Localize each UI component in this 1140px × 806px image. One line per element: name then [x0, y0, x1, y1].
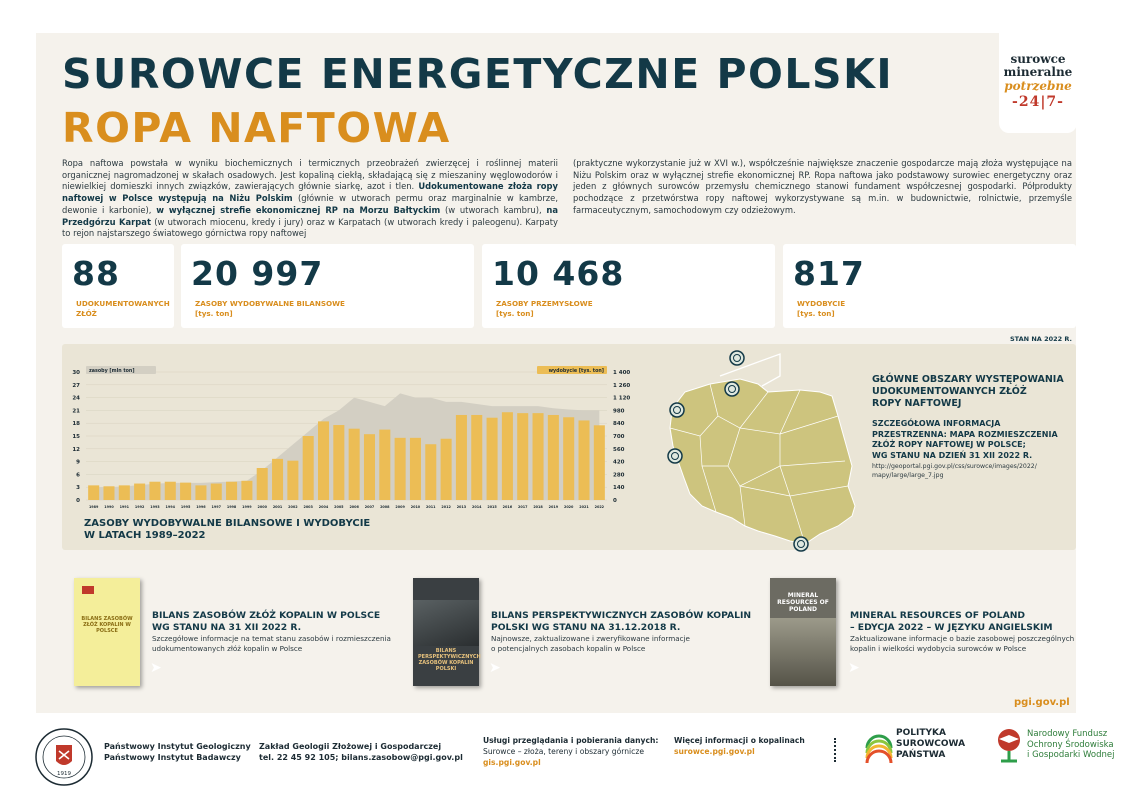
- production-bar: [287, 461, 298, 500]
- stat-industrial-reserves: [482, 244, 775, 328]
- y-left-tick-label: 24: [72, 395, 80, 402]
- footer-services: Usługi przeglądania i pobierania danych: Surowce – złoża, tereny i obszary górnicze gis.pgi.gov.pl: [483, 736, 659, 767]
- x-tick-label: 2003: [303, 505, 313, 509]
- stat-label: UDOKUMENTOWANYCH ZŁÓŻ: [76, 299, 170, 318]
- pgi-seal-logo: [34, 727, 94, 787]
- publication-2-desc: Najnowsze, zaktualizowane i zweryfikowane informacje o potencjalnych zasobach kopalin w Polsce: [491, 634, 690, 653]
- cover-title: BILANS ZASOBÓW ZŁÓŻ KOPALIN W POLSCE: [81, 616, 133, 634]
- x-tick-label: 2021: [579, 505, 589, 509]
- publication-2-title[interactable]: BILANS PERSPEKTYWICZNYCH ZASOBÓW KOPALIN POLSKI WG STANU NA 31.12.2018 R.: [491, 610, 752, 633]
- polityka-surowcowa-logo: [864, 726, 976, 766]
- production-bar: [333, 425, 344, 500]
- y-left-tick-label: 3: [76, 485, 80, 492]
- y-right-tick-label: 560: [613, 446, 625, 453]
- y-left-tick-label: 0: [76, 498, 80, 504]
- pgi-logo-icon: [82, 586, 94, 594]
- production-bar: [563, 417, 574, 500]
- production-bar: [594, 425, 605, 500]
- badge-line3: potrzebne: [1004, 79, 1072, 93]
- x-tick-label: 2014: [472, 505, 482, 509]
- y-left-tick-label: 27: [72, 382, 80, 389]
- cover-image: [770, 618, 836, 686]
- page-subtitle: ROPA NAFTOWA: [62, 104, 451, 152]
- production-bar: [226, 482, 237, 500]
- x-tick-label: 2007: [364, 505, 375, 509]
- seal-icon: [34, 727, 94, 787]
- x-tick-label: 2006: [349, 505, 359, 509]
- publication-3-desc: Zaktualizowane informacje o bazie zasobowej poszczególnych kopalin i wielkości wydobycia surowców w Polsce: [850, 634, 1075, 653]
- polityka-logo-text: POLITYKA SUROWCOWA PAŃSTWA: [896, 728, 966, 760]
- production-bar: [502, 412, 513, 500]
- production-bar: [517, 413, 528, 500]
- nfosigw-logo: [993, 727, 1115, 767]
- production-bar: [441, 439, 452, 500]
- poland-map-svg: [640, 346, 880, 568]
- production-bar: [395, 438, 406, 500]
- cover-image: [413, 600, 479, 646]
- legend-production-label: wydobycie [tys. ton]: [548, 369, 604, 374]
- production-bar: [379, 430, 390, 500]
- publication-cover-3[interactable]: [770, 578, 836, 686]
- x-tick-label: 1992: [134, 505, 145, 509]
- y-right-tick-label: 140: [613, 485, 625, 492]
- publication-3-title[interactable]: MINERAL RESOURCES OF POLAND – EDYCJA 2022 – W JĘZYKU ANGIELSKIM: [850, 610, 1053, 633]
- page-title: SUROWCE ENERGETYCZNE POLSKI: [62, 50, 894, 98]
- pointer-icon: ➤: [150, 660, 162, 676]
- x-tick-label: 1994: [165, 505, 175, 509]
- production-bar: [471, 415, 482, 500]
- x-tick-label: 2001: [272, 505, 283, 509]
- x-tick-label: 1999: [242, 505, 252, 509]
- x-tick-label: 2011: [426, 505, 436, 509]
- stat-value: 10 468: [492, 254, 625, 293]
- production-bar: [241, 481, 252, 500]
- x-tick-label: 1989: [88, 505, 99, 509]
- badge-line2: mineralne: [1003, 65, 1073, 79]
- y-left-tick-label: 18: [72, 421, 80, 428]
- intro-text-col1: Ropa naftowa powstała w wyniku biochemicznych i termicznych przeobrażeń zwierzęcej i roślinnej materii organicznej nagromadzonej w skałach osadowych. Jest kopaliną ciekłą, składającą się z mieszaniny węglowodorów i niewielkiej domieszki innych związków, zawierających głównie siarkę, azot i tlen. Udokumentowane złoża ropy naftowej w Polsce występują na Niżu Polskim (głównie w utworach permu oraz marginalnie w kambrze, dewonie i karbonie), w wyłącznej strefie ekonomicznej RP na Morzu Bałtyckim (w utworach kambru), na Przedgórzu Karpat (w utworach miocenu, kredy i jury) oraz w Karpatach (w utworach kredy i paleogenu). Karpaty to rejon najstarszego światowego górnictwa ropy naftowej: [62, 158, 559, 239]
- publication-cover-2[interactable]: [413, 578, 479, 686]
- production-bar: [257, 468, 268, 500]
- y-right-tick-label: 1 260: [613, 382, 631, 389]
- poland-country-shape: [670, 379, 855, 544]
- y-left-tick-label: 21: [72, 408, 80, 415]
- nfosigw-logo-icon: [993, 727, 1025, 765]
- stat-label: ZASOBY WYDOBYWALNE BILANSOWE [tys. ton]: [195, 299, 345, 318]
- production-bar: [349, 429, 360, 500]
- y-right-tick-label: 840: [613, 421, 625, 428]
- cover-title: BILANS PERSPEKTYWICZNYCH ZASOBÓW KOPALIN POLSKI: [418, 648, 481, 672]
- y-right-tick-label: 420: [613, 459, 625, 466]
- x-tick-label: 2020: [563, 505, 574, 509]
- x-tick-label: 2002: [288, 505, 298, 509]
- pgi-website-link[interactable]: pgi.gov.pl: [1014, 697, 1070, 708]
- y-left-tick-label: 6: [76, 472, 80, 479]
- x-tick-label: 2018: [533, 505, 543, 509]
- x-tick-label: 2013: [456, 505, 467, 509]
- y-right-tick-label: 1 400: [613, 370, 631, 376]
- cover-title: MINERAL RESOURCES OF POLAND: [777, 592, 829, 613]
- production-bar: [303, 436, 314, 500]
- production-bar: [88, 485, 99, 500]
- production-bar: [578, 420, 589, 500]
- stat-production: [783, 244, 1076, 328]
- y-left-tick-label: 30: [72, 370, 80, 376]
- x-tick-label: 1996: [196, 505, 206, 509]
- x-tick-label: 2000: [257, 505, 267, 509]
- x-tick-label: 1993: [150, 505, 160, 509]
- x-tick-label: 1995: [180, 505, 191, 509]
- x-tick-label: 2015: [487, 505, 497, 509]
- y-right-tick-label: 0: [613, 498, 617, 504]
- map-link[interactable]: http://geoportal.pgi.gov.pl/css/surowce/images/2022/ mapy/large/large_7.jpg: [872, 463, 1037, 479]
- pointer-icon: ➤: [489, 660, 501, 676]
- polityka-logo-icon: [864, 726, 894, 766]
- production-bar: [272, 459, 283, 500]
- x-tick-label: 2004: [318, 505, 329, 509]
- map-subtitle: SZCZEGÓŁOWA INFORMACJA PRZESTRZENNA: MAPA ROZMIESZCZENIA ZŁÓŻ ROPY NAFTOWEJ W POLSCE; WG STANU NA DZIEŃ 31 XII 2022 R.: [872, 419, 1058, 460]
- y-left-tick-label: 12: [72, 446, 80, 453]
- svg-text:1919: 1919: [57, 771, 71, 777]
- intro-text-col2: (praktyczne wykorzystanie już w XVI w.), współcześnie największe znaczenie gospodarcze mają złoża występujące na Niżu Polskim oraz w wyłącznej strefie ekonomicznej RP. Ropa naftowa jako podstawowy surowiec energetyczny oraz jeden z głównych surowców przemysłu chemicznego stanowi fundament współczesnej gospodarki. Półprodukty pochodzące z przetwórstwa ropy naftowej wykorzystywane są m.in. w budownictwie, rolnictwie, przemyśle farmaceutycznym, samochodowym czy odzieżowym.: [573, 158, 1072, 215]
- stat-deposits: [62, 244, 174, 328]
- x-tick-label: 1998: [226, 505, 237, 509]
- campaign-badge: [999, 33, 1077, 133]
- x-tick-label: 2009: [395, 505, 405, 509]
- production-bar: [195, 485, 206, 500]
- footer-more-info: Więcej informacji o kopalinach surowce.pgi.gov.pl: [674, 736, 805, 756]
- production-bar: [318, 421, 329, 500]
- y-left-tick-label: 9: [76, 459, 80, 466]
- x-tick-label: 2008: [380, 505, 390, 509]
- publication-1-title[interactable]: BILANS ZASOBÓW ZŁÓŻ KOPALIN W POLSCE WG STANU NA 31 XII 2022 R.: [152, 610, 381, 633]
- stat-value: 20 997: [191, 254, 324, 293]
- surowce-link[interactable]: surowce.pgi.gov.pl: [674, 747, 755, 756]
- x-tick-label: 1991: [119, 505, 130, 509]
- x-tick-label: 1990: [104, 505, 114, 509]
- production-bar: [456, 415, 467, 500]
- data-date-note: STAN NA 2022 R.: [1010, 335, 1073, 343]
- production-bar: [149, 482, 160, 500]
- badge-line1: surowce: [1010, 52, 1066, 66]
- y-right-tick-label: 1 120: [613, 395, 631, 402]
- map-title: GŁÓWNE OBSZARY WYSTĘPOWANIA UDOKUMENTOWANYCH ZŁÓŻ ROPY NAFTOWEJ: [872, 374, 1064, 409]
- footer-department: Zakład Geologii Złożowej i Gospodarczej tel. 22 45 92 105; bilans.zasobow@pgi.gov.pl: [259, 742, 463, 762]
- stat-recoverable-reserves: [181, 244, 474, 328]
- production-bar: [548, 415, 559, 500]
- gis-link[interactable]: gis.pgi.gov.pl: [483, 758, 541, 767]
- production-bar: [410, 438, 421, 500]
- footer-institute: Państwowy Instytut Geologiczny Państwowy Instytut Badawczy: [104, 742, 251, 762]
- publication-1-desc: Szczegółowe informacje na temat stanu zasobów i rozmieszczenia udokumentowanych złóż kopalin w Polsce: [152, 634, 391, 653]
- x-tick-label: 2005: [334, 505, 344, 509]
- x-tick-label: 2022: [594, 505, 605, 509]
- stat-value: 817: [793, 254, 865, 293]
- stat-label: WYDOBYCIE [tys. ton]: [797, 299, 846, 318]
- y-right-tick-label: 700: [613, 434, 625, 440]
- pointer-icon: ➤: [848, 660, 860, 676]
- stat-value: 88: [72, 254, 120, 293]
- x-tick-label: 2010: [410, 505, 421, 509]
- nfosigw-logo-text: Narodowy Fundusz Ochrony Środowiska i Gospodarki Wodnej: [1027, 729, 1115, 760]
- production-bar: [180, 483, 191, 500]
- x-tick-label: 2017: [518, 505, 528, 509]
- production-bar: [211, 484, 222, 500]
- x-tick-label: 2012: [441, 505, 451, 509]
- publication-cover-1[interactable]: [74, 578, 140, 686]
- legend-reserves-label: zasoby [mln ton]: [89, 369, 135, 374]
- footer-separator: [834, 738, 838, 762]
- production-bar: [134, 484, 145, 500]
- x-tick-label: 2019: [548, 505, 559, 509]
- chart-title: ZASOBY WYDOBYWALNE BILANSOWE I WYDOBYCIE W LATACH 1989–2022: [84, 518, 371, 541]
- x-tick-label: 1997: [211, 505, 221, 509]
- production-bar: [487, 418, 498, 500]
- production-bar: [103, 486, 114, 500]
- y-right-tick-label: 980: [613, 408, 625, 415]
- production-bar: [119, 485, 130, 500]
- stat-label: ZASOBY PRZEMYSŁOWE [tys. ton]: [496, 299, 593, 318]
- x-tick-label: 2016: [502, 505, 513, 509]
- badge-line4: -24|7-: [1012, 94, 1064, 110]
- y-right-tick-label: 280: [613, 472, 625, 479]
- poland-map: [640, 346, 880, 568]
- production-bar: [533, 413, 544, 500]
- production-bar: [165, 482, 176, 500]
- production-bar: [364, 434, 375, 500]
- production-bar: [425, 444, 436, 500]
- y-left-tick-label: 15: [72, 434, 80, 440]
